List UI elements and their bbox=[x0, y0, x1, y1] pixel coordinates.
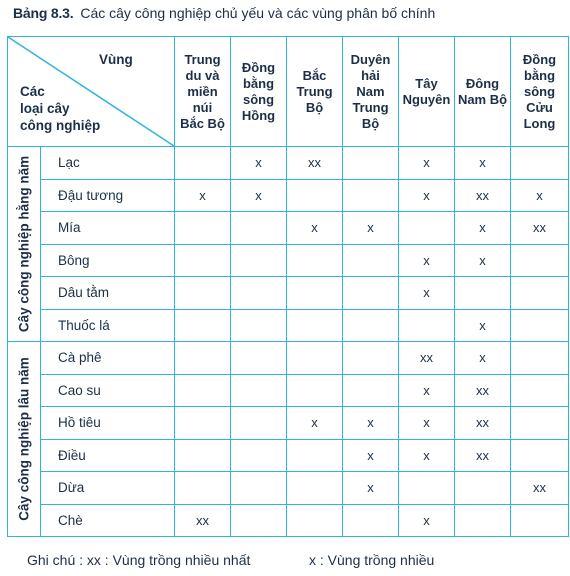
region-header bbox=[511, 37, 569, 147]
region-cell bbox=[287, 439, 343, 472]
region-cell bbox=[287, 244, 343, 277]
table-row bbox=[8, 309, 569, 342]
region-cell: x bbox=[455, 212, 511, 245]
crop-name: Điều bbox=[41, 439, 175, 472]
corner-header-cell bbox=[8, 37, 175, 147]
region-cell: x bbox=[343, 472, 399, 505]
region-header bbox=[175, 37, 231, 147]
table-note bbox=[27, 552, 435, 568]
region-cell bbox=[231, 439, 287, 472]
region-cell bbox=[175, 277, 231, 310]
group-label: Cây công nghiệp hằng năm bbox=[16, 155, 32, 333]
region-cell bbox=[511, 342, 569, 375]
header-row bbox=[8, 37, 569, 147]
region-cell: x bbox=[455, 244, 511, 277]
region-header bbox=[231, 37, 287, 147]
region-header-label: Đồng bằng sông Cửu Long bbox=[522, 51, 557, 131]
group-label: Cây công nghiệp lâu năm bbox=[16, 357, 32, 521]
region-cell: xx bbox=[175, 504, 231, 537]
region-cell bbox=[287, 277, 343, 310]
table-row bbox=[8, 439, 569, 472]
region-cell: x bbox=[399, 439, 455, 472]
region-cell bbox=[455, 277, 511, 310]
region-cell: xx bbox=[455, 407, 511, 440]
crop-name: Thuốc lá bbox=[41, 309, 175, 342]
region-cell bbox=[231, 342, 287, 375]
region-cell: x bbox=[399, 179, 455, 212]
region-cell: xx bbox=[455, 374, 511, 407]
region-cell: xx bbox=[287, 147, 343, 180]
crop-name: Dừa bbox=[41, 472, 175, 505]
region-cell: x bbox=[287, 407, 343, 440]
region-cell: x bbox=[455, 342, 511, 375]
region-cell bbox=[175, 309, 231, 342]
corner-crop-label: Các loại cây công nghiệp bbox=[20, 84, 101, 133]
region-cell bbox=[175, 244, 231, 277]
note-legend-x: x : Vùng trồng nhiều bbox=[309, 552, 435, 568]
region-cell bbox=[231, 244, 287, 277]
region-cell bbox=[175, 147, 231, 180]
note-legend-xx: Ghi chú : xx : Vùng trồng nhiều nhất bbox=[27, 552, 251, 568]
region-cell: x bbox=[455, 309, 511, 342]
region-cell: xx bbox=[455, 439, 511, 472]
region-cell: xx bbox=[511, 212, 569, 245]
region-cell: x bbox=[231, 147, 287, 180]
region-cell bbox=[287, 374, 343, 407]
table-row bbox=[8, 244, 569, 277]
region-cell bbox=[175, 407, 231, 440]
region-cell bbox=[455, 472, 511, 505]
region-header bbox=[287, 37, 343, 147]
table-caption bbox=[13, 4, 435, 22]
region-cell bbox=[399, 212, 455, 245]
region-cell: x bbox=[399, 147, 455, 180]
region-cell: x bbox=[343, 212, 399, 245]
region-cell bbox=[175, 212, 231, 245]
table-row bbox=[8, 179, 569, 212]
region-cell: x bbox=[175, 179, 231, 212]
region-cell bbox=[399, 309, 455, 342]
crop-name: Chè bbox=[41, 504, 175, 537]
region-cell bbox=[343, 504, 399, 537]
region-cell: x bbox=[231, 179, 287, 212]
table-row bbox=[8, 407, 569, 440]
region-cell: x bbox=[399, 244, 455, 277]
crop-region-table bbox=[7, 36, 569, 537]
crop-name: Đậu tương bbox=[41, 179, 175, 212]
table-row bbox=[8, 374, 569, 407]
region-cell bbox=[287, 342, 343, 375]
crop-name: Hồ tiêu bbox=[41, 407, 175, 440]
group-label-cell bbox=[8, 342, 41, 537]
region-cell: x bbox=[399, 504, 455, 537]
region-header bbox=[399, 37, 455, 147]
region-cell bbox=[287, 179, 343, 212]
region-cell bbox=[175, 472, 231, 505]
region-header-label: Trung du và miền núi Bắc Bộ bbox=[180, 51, 225, 131]
region-cell: x bbox=[399, 407, 455, 440]
region-cell: x bbox=[511, 179, 569, 212]
region-cell bbox=[399, 472, 455, 505]
table-row bbox=[8, 277, 569, 310]
region-cell: x bbox=[287, 212, 343, 245]
region-cell: xx bbox=[399, 342, 455, 375]
region-header-label: Duyên hải Nam Trung Bộ bbox=[350, 51, 391, 131]
region-cell bbox=[511, 309, 569, 342]
group-label-cell bbox=[8, 147, 41, 342]
region-cell bbox=[343, 147, 399, 180]
region-cell bbox=[511, 374, 569, 407]
region-header-label: Tây Nguyên bbox=[402, 75, 451, 107]
region-cell bbox=[287, 504, 343, 537]
region-cell: x bbox=[399, 374, 455, 407]
region-cell: x bbox=[399, 277, 455, 310]
table-row bbox=[8, 472, 569, 505]
table-title: Các cây công nghiệp chủ yếu và các vùng phân bố chính bbox=[80, 5, 436, 21]
region-cell bbox=[511, 244, 569, 277]
region-cell bbox=[511, 277, 569, 310]
region-cell bbox=[231, 212, 287, 245]
region-cell bbox=[343, 374, 399, 407]
crop-name: Mía bbox=[41, 212, 175, 245]
region-cell bbox=[343, 179, 399, 212]
region-cell bbox=[175, 374, 231, 407]
region-cell: x bbox=[343, 407, 399, 440]
region-cell bbox=[231, 407, 287, 440]
region-cell: x bbox=[343, 439, 399, 472]
table-row bbox=[8, 504, 569, 537]
region-cell bbox=[511, 147, 569, 180]
region-cell bbox=[343, 309, 399, 342]
table-row bbox=[8, 342, 569, 375]
region-header-label: Bắc Trung Bộ bbox=[296, 67, 333, 115]
region-cell bbox=[231, 277, 287, 310]
region-header bbox=[455, 37, 511, 147]
region-cell: x bbox=[455, 147, 511, 180]
region-cell bbox=[455, 504, 511, 537]
crop-name: Lạc bbox=[41, 147, 175, 180]
region-cell bbox=[231, 504, 287, 537]
table-number: Bảng 8.3. bbox=[13, 5, 74, 21]
crop-name: Cao su bbox=[41, 374, 175, 407]
region-header-label: Đông Nam Bộ bbox=[457, 75, 508, 107]
table-row bbox=[8, 212, 569, 245]
region-cell bbox=[231, 374, 287, 407]
region-cell bbox=[511, 407, 569, 440]
region-cell bbox=[511, 439, 569, 472]
table-row bbox=[8, 147, 569, 180]
crop-name: Dâu tằm bbox=[41, 277, 175, 310]
region-cell bbox=[175, 439, 231, 472]
region-header bbox=[343, 37, 399, 147]
region-header-label: Đồng bằng sông Hồng bbox=[241, 59, 276, 123]
region-cell: xx bbox=[511, 472, 569, 505]
crop-name: Cà phê bbox=[41, 342, 175, 375]
region-cell bbox=[343, 342, 399, 375]
corner-region-label: Vùng bbox=[99, 52, 133, 67]
region-cell bbox=[343, 277, 399, 310]
region-cell: xx bbox=[455, 179, 511, 212]
region-cell bbox=[287, 309, 343, 342]
region-cell bbox=[231, 472, 287, 505]
region-cell bbox=[231, 309, 287, 342]
table-body bbox=[8, 147, 569, 537]
region-cell bbox=[175, 342, 231, 375]
region-cell bbox=[287, 472, 343, 505]
region-cell bbox=[511, 504, 569, 537]
region-cell bbox=[343, 244, 399, 277]
crop-name: Bông bbox=[41, 244, 175, 277]
